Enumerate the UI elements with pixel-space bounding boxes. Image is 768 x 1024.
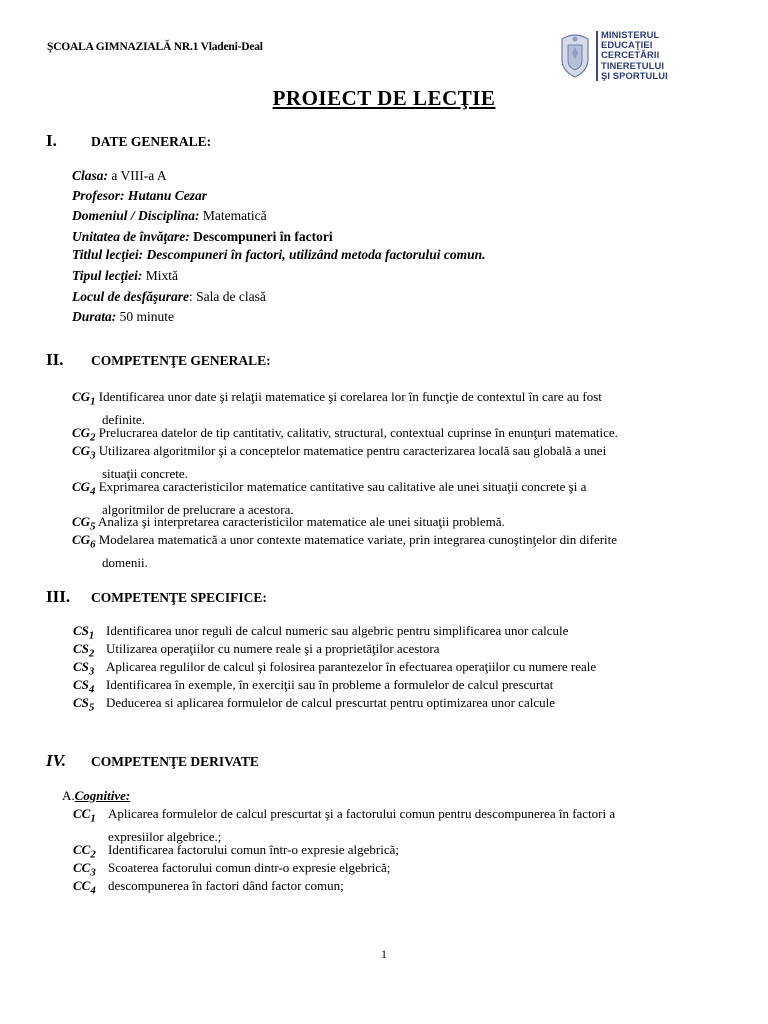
general-loc: Locul de desfăşurare: Sala de clasă (72, 289, 266, 304)
cs-item: $CS_4$ Identificarea în exemple, în exerciţii sau în probleme a formulelor de calcul prescurtat (73, 677, 554, 696)
cg-item: $CG_2$ Prelucrarea datelor de tip cantitativ, calitativ, structural, contextual cuprinse în enunţuri matematice. (72, 425, 618, 444)
general-clasa: Clasa: a VIII-a A (72, 168, 167, 183)
ministry-logo (558, 29, 678, 84)
section-heading-4: IV. COMPETENŢE DERIVATE (46, 751, 259, 770)
school-name: ŞCOALA GIMNAZIALĂ NR.1 Vladeni-Deal (47, 41, 263, 53)
general-titlu: Titlul lecţiei: Descompuneri în factori, utilizând metoda factorului comun. (72, 247, 486, 262)
cs-item: $CS_2$ Utilizarea operaţiilor cu numere reale şi a proprietăţilor acestora (73, 641, 440, 660)
cc-item: $CC_1$ Aplicarea formulelor de calcul prescurtat şi a factorului comun pentru descompunerea în factori a expresiilor algebrice.; (73, 806, 616, 845)
general-profesor: Profesor: Hutanu Cezar (72, 188, 208, 203)
coat-of-arms-icon (558, 31, 592, 79)
section-heading-2: II. COMPETENŢE GENERALE: (46, 350, 271, 369)
general-domeniu: Domeniul / Disciplina: Matematică (72, 208, 267, 223)
cognitive-subheading: A.Cognitive: (62, 788, 131, 803)
cc-item: $CC_3$ Scoaterea factorului comun dintr-o expresie elgebrică; (73, 860, 391, 879)
general-durata: Durata: 50 minute (72, 309, 175, 324)
logo-divider (596, 31, 598, 81)
section-heading-1: I. DATE GENERALE: (46, 131, 212, 150)
page-number: 1 (381, 947, 387, 961)
cg-item: $CG_3$ Utilizarea algoritmilor şi a conceptelor matematice pentru caracterizarea locală sau globală a unei situaţii concrete. (72, 443, 607, 482)
general-tip: Tipul lecţiei: Mixtă (72, 268, 178, 283)
cc-item: $CC_4$ descompunerea în factori dând factor comun; (73, 878, 344, 897)
cs-item: $CS_3$ Aplicarea regulilor de calcul şi folosirea parantezelor în efectuarea operaţiilor cu numere reale (73, 659, 597, 678)
section-heading-3: III. COMPETENŢE SPECIFICE: (46, 587, 267, 606)
logo-text: MINISTERUL EDUCAŢIEI CERCETĂRII TINERETULUI ŞI SPORTULUI (601, 29, 668, 81)
cg-item: $CG_4$ Exprimarea caracteristicilor matematice cantitative sau calitative ale unei situaţii concrete şi a algoritmilor de prelucrare a acestora. (72, 479, 587, 518)
cg-item: $CG_5$ Analiza şi interpretarea caracteristicilor matematice ale unei situaţii problemă. (72, 514, 505, 533)
page-title: PROIECT DE LECŢIE (272, 86, 496, 110)
cg-item: $CG_1$ Identificarea unor date şi relaţii matematice şi corelarea lor în funcţie de contextul în care au fost definite. (72, 389, 602, 428)
general-unitatea: Unitatea de învăţare: Descompuneri în factori (72, 229, 333, 244)
cs-item: $CS_5$ Deducerea si aplicarea formulelor de calcul prescurtat pentru optimizarea unor calcule (73, 695, 555, 714)
cc-item: $CC_2$ Identificarea factorului comun într-o expresie algebrică; (73, 842, 400, 861)
cg-item: $CG_6$ Modelarea matematică a unor contexte matematice variate, prin integrarea cunoştinţelor din diferite domenii. (72, 532, 618, 571)
cs-item: $CS_1$ Identificarea unor reguli de calcul numeric sau algebric pentru simplificarea unor calcule (73, 623, 569, 642)
